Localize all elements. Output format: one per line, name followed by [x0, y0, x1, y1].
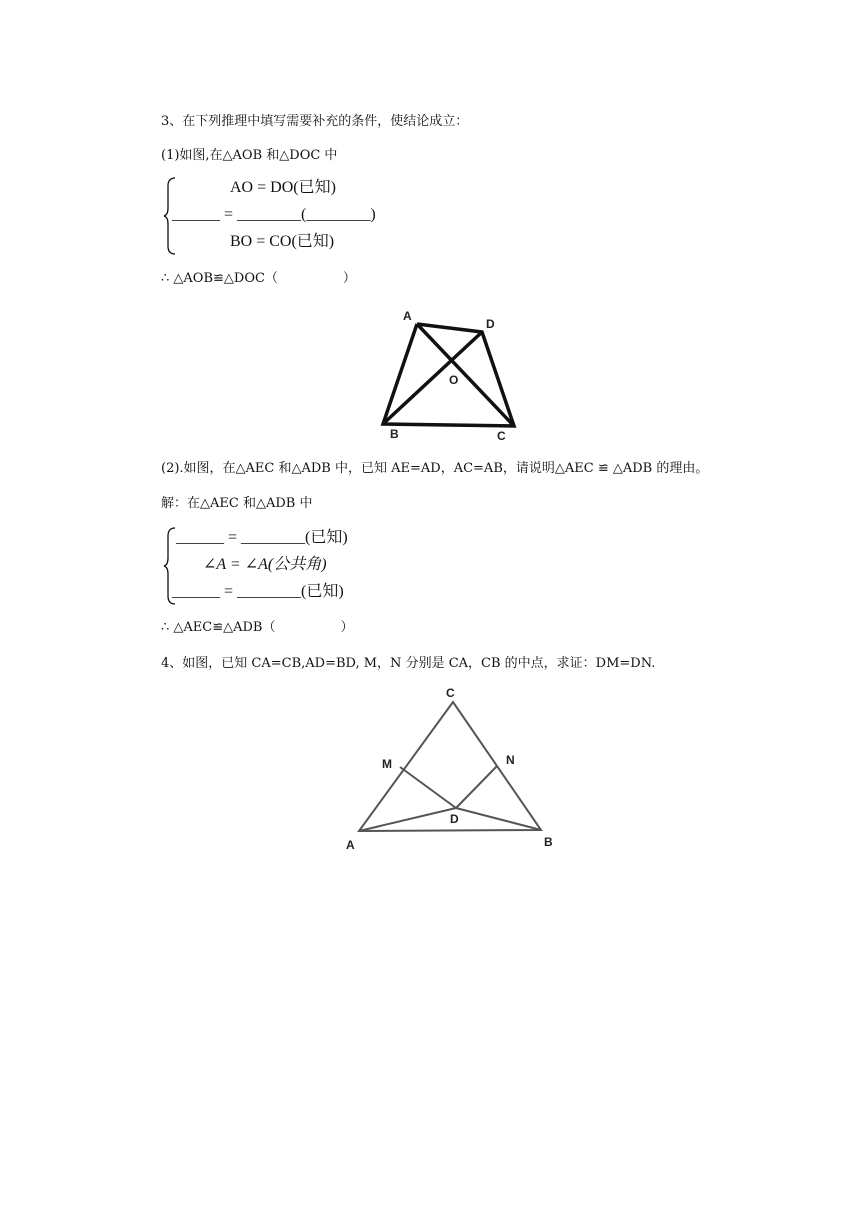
label-b: B: [390, 427, 399, 441]
system-1-row-1: AO = DO(已知): [230, 179, 336, 196]
part-2-intro: (2).如图，在△AEC 和△ADB 中，已知 AE=AD，AC=AB，请说明△AEC ≌ △ADB 的理由。: [161, 461, 709, 476]
label-d: D: [486, 317, 495, 331]
label-n: N: [506, 753, 515, 767]
system-1-row-2: ______ = ________(________): [172, 206, 376, 223]
label-a: A: [346, 838, 355, 852]
label-m: M: [382, 757, 392, 771]
system-1-row-3: BO = CO(已知): [230, 233, 335, 250]
part-2-solution-intro: 解：在△AEC 和△ADB 中: [161, 496, 313, 511]
question-3-title: 3、在下列推理中填写需要补充的条件，使结论成立：: [161, 114, 469, 129]
part-1-conclusion: ∴ △AOB≌△DOC（ ）: [161, 271, 356, 286]
equation-system-2: [163, 526, 423, 606]
label-o: O: [449, 373, 459, 387]
part-1-intro: (1)如图,在△AOB 和△DOC 中: [161, 148, 338, 163]
label-c: C: [497, 429, 506, 443]
equation-system-1: [163, 176, 423, 256]
label-a: A: [403, 309, 412, 323]
label-d: D: [450, 812, 459, 826]
label-b: B: [544, 835, 553, 849]
segment-md: [400, 767, 456, 808]
question-4-text: 4、如图，已知 CA=CB,AD=BD, M，N 分别是 CA，CB 的中点，求证：DM=DN.: [161, 656, 656, 671]
segment-nd: [456, 766, 497, 808]
figure-aob-doc: [370, 300, 530, 450]
system-2-row-3: ______ = ________(已知): [172, 583, 344, 600]
label-c: C: [446, 686, 455, 700]
segment-ac: [417, 324, 514, 426]
system-2-row-2: ∠A = ∠A(公共角): [203, 556, 327, 573]
figure-cmnd: [340, 682, 570, 857]
system-2-row-1: ______ = ________(已知): [176, 529, 348, 546]
part-2-conclusion: ∴ △AEC≌△ADB（ ）: [161, 620, 354, 635]
